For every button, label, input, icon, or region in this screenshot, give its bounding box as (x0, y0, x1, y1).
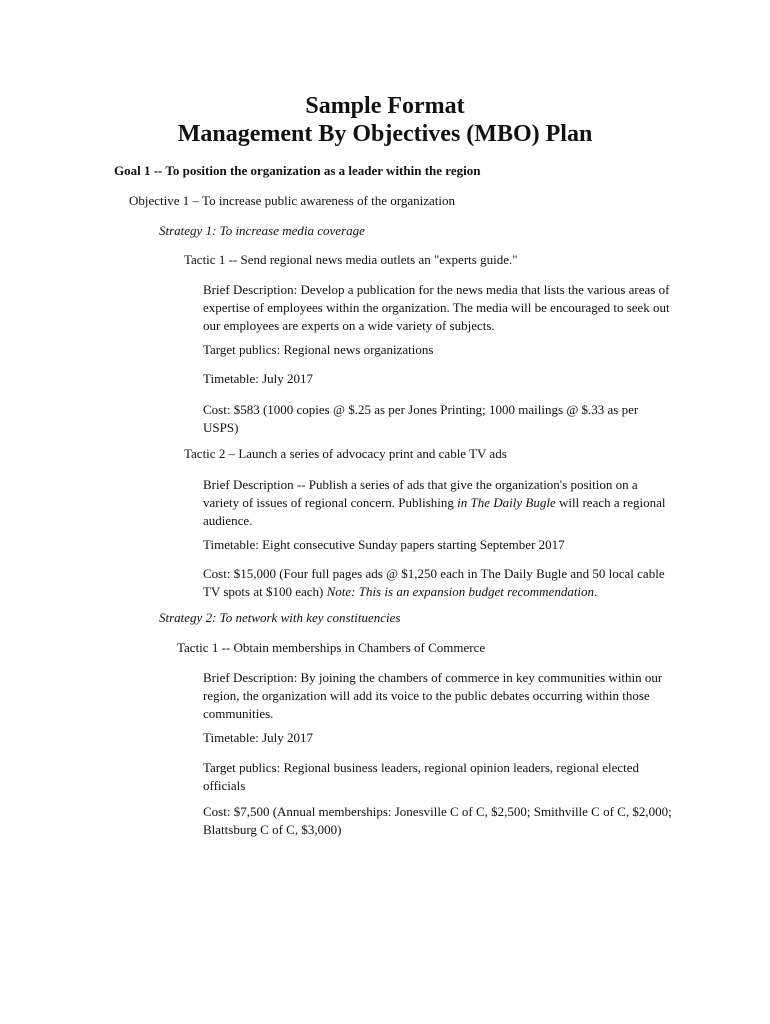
strategy-1-tactic-1-timetable: Timetable: July 2017 (203, 371, 314, 386)
strategy-1-tactic-2-heading: Tactic 2 – Launch a series of advocacy print and cable TV ads (184, 446, 507, 461)
cost-note-italic: Note: This is an expansion budget recommendation (326, 584, 595, 599)
strategy-2-heading: Strategy 2: To network with key constituencies (159, 610, 401, 625)
document-subtitle: Management By Objectives (MBO) Plan (177, 121, 593, 147)
strategy-1-tactic-2-brief (203, 476, 673, 530)
strategy-1-tactic-2-timetable: Timetable: Eight consecutive Sunday papers starting September 2017 (203, 537, 565, 552)
brief-text-italic: in The Daily Bugle (457, 495, 556, 510)
goal-heading: Goal 1 -- To position the organization as a leader within the region (114, 163, 481, 178)
strategy-2-tactic-1-brief: Brief Description: By joining the chambers of commerce in key communities within our region, the organization will add its voice to the public debates occurring within those communities. (203, 670, 663, 721)
strategy-2-tactic-1-cost: Cost: $7,500 (Annual memberships: Jonesville C of C, $2,500; Smithville C of C, $2,000; Blattsburg C of C, $3,000) (203, 804, 672, 837)
strategy-1-tactic-1-cost: Cost: $583 (1000 copies @ $.25 as per Jones Printing; 1000 mailings @ $.33 as per USPS) (203, 402, 639, 435)
strategy-1-tactic-2-cost (203, 565, 673, 601)
strategy-1-tactic-1-publics: Target publics: Regional news organizations (203, 342, 434, 357)
brief-text-end: will reach a regional audience. (203, 495, 666, 528)
strategy-1-tactic-1-heading: Tactic 1 -- Send regional news media outlets an "experts guide." (184, 252, 518, 267)
strategy-2-tactic-1-timetable: Timetable: July 2017 (203, 730, 314, 745)
strategy-2-tactic-1-heading: Tactic 1 -- Obtain memberships in Chambers of Commerce (177, 640, 486, 655)
strategy-1-heading: Strategy 1: To increase media coverage (159, 223, 365, 238)
cost-text-end: . (594, 584, 598, 599)
brief-text-start: Brief Description -- Publish a series of ads that give the organization's position on a variety of issues of regional concern. Publishing (203, 477, 638, 510)
document-title: Sample Format (305, 93, 465, 119)
strategy-2-tactic-1-publics: Target publics: Regional business leaders, regional opinion leaders, regional elected officials (203, 760, 640, 793)
objective-heading: Objective 1 – To increase public awareness of the organization (129, 193, 456, 208)
strategy-1-tactic-1-brief: Brief Description: Develop a publication for the news media that lists the various areas of expertise of employees within the organization. The media will be encouraged to seek out our employees are experts on a wide variety of subjects. (203, 282, 670, 333)
cost-text-start: Cost: $15,000 (Four full pages ads @ $1,250 each in The Daily Bugle and 50 local cable TV spots at $100 each) (203, 566, 665, 599)
